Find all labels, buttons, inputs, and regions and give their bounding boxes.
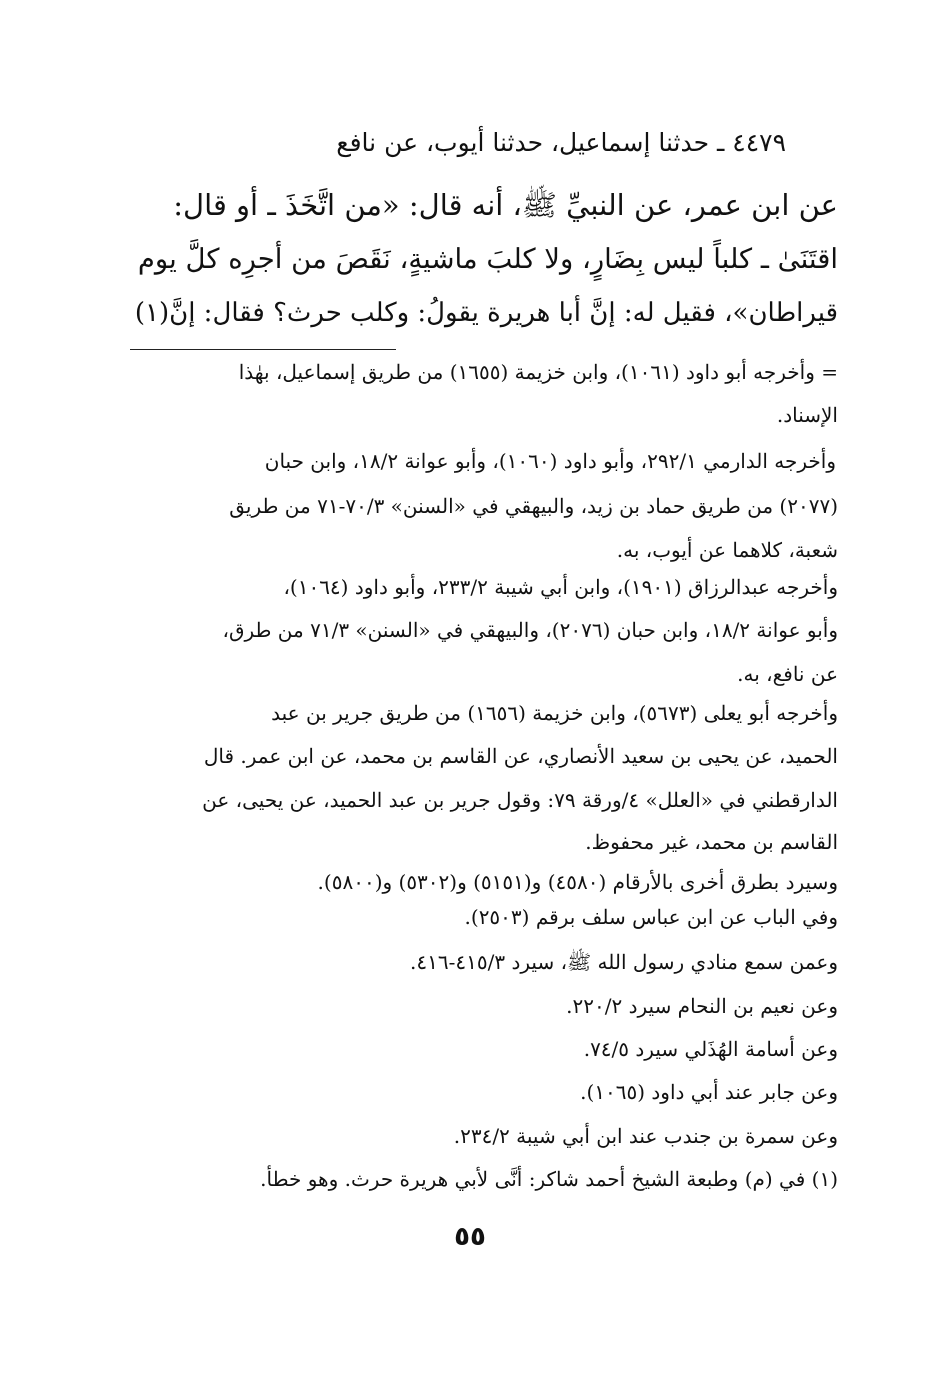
hadith-heading: ٤٤٧٩ ـ حدثنا إسماعيل، حدثنا أيوب، عن نافع [336,128,786,157]
footnote-line: وفي الباب عن ابن عباس سلف برقم (٢٥٠٣). [464,905,838,929]
footnote-line: الدارقطني في «العلل» ٤/ورقة ٧٩: وقول جرير بن عبد الحميد، عن يحيى، عن [202,788,838,812]
main-text [128,120,838,328]
footnote-line: = وأخرجه أبو داود (١٠٦١)، وابن خزيمة (١٦٥٥) من طريق إسماعيل، بهٰذا [238,360,838,384]
footnote-line: وعن سمرة بن جندب عند ابن أبي شيبة ٢٣٤/٢. [453,1124,838,1148]
footnote-line: القاسم بن محمد، غير محفوظ. [585,830,838,854]
footnote-line: وعن نعيم بن النحام سيرد ٢٢٠/٢. [566,994,838,1018]
footnote-line: عن نافع، به. [737,662,838,686]
footnote-line: وأخرجه أبو يعلى (٥٦٧٣)، وابن خزيمة (١٦٥٦) من طريق جرير بن عبد [271,701,838,725]
footnote-line: وأبو عوانة ١٨/٢، وابن حبان (٢٠٧٦)، والبيهقي في «السنن» ٧١/٣ من طرق، [222,618,838,642]
footnote-line: وعن أسامة الهُذَلي سيرد ٧٤/٥. [583,1037,838,1061]
main-line-1: عن ابن عمر، عن النبيِّ ﷺ، أنه قال: «من اتَّخَذَ ـ أو قال: [173,188,838,222]
footnote-line: وأخرجه الدارمي ٢٩٢/١، وأبو داود (١٠٦٠)، وأبو عوانة ١٨/٢، وابن حبان [264,449,836,473]
footnote-line: شعبة، كلاهما عن أيوب، به. [616,538,838,562]
page-number: ٥٥ [454,1222,486,1252]
footnote-line: وعن جابر عند أبي داود (١٠٦٥). [580,1080,838,1104]
footnote-line: (٢٠٧٧) من طريق حماد بن زيد، والبيهقي في «السنن» ٧٠/٣-٧١ من طريق [229,494,838,518]
main-line-2: اقتَنَىٰ ـ كلباً ليس بِضَارٍ، ولا كلبَ ماشيةٍ، نَقَصَ من أجرِه كلَّ يوم [137,243,838,275]
footnote-line: (١) في (م) وطبعة الشيخ أحمد شاكر: أنَّى لأبي هريرة حرث. وهو خطأ. [260,1167,838,1191]
main-line-3: قيراطان»، فقيل له: إنَّ أبا هريرة يقولُ: وكلب حرث؟ فقال: إنَّ(١) [134,298,838,328]
footnote-line: وأخرجه عبدالرزاق (١٩٠١)، وابن أبي شيبة ٢٣٣/٢، وأبو داود (١٠٦٤)، [283,575,838,599]
footnote-line: وعمن سمع منادي رسول الله ﷺ، سيرد ٤١٥/٣-٤١٦. [410,950,838,974]
footnote-separator [130,349,396,350]
footnote-line: وسيرد بطرق أخرى بالأرقام (٤٥٨٠) و(٥١٥١) و(٥٣٠٢) و(٥٨٠٠). [317,870,838,894]
footnote-line: الحميد، عن يحيى بن سعيد الأنصاري، عن القاسم بن محمد، عن ابن عمر. قال [203,744,838,768]
footnote-line: الإسناد. [776,403,838,427]
